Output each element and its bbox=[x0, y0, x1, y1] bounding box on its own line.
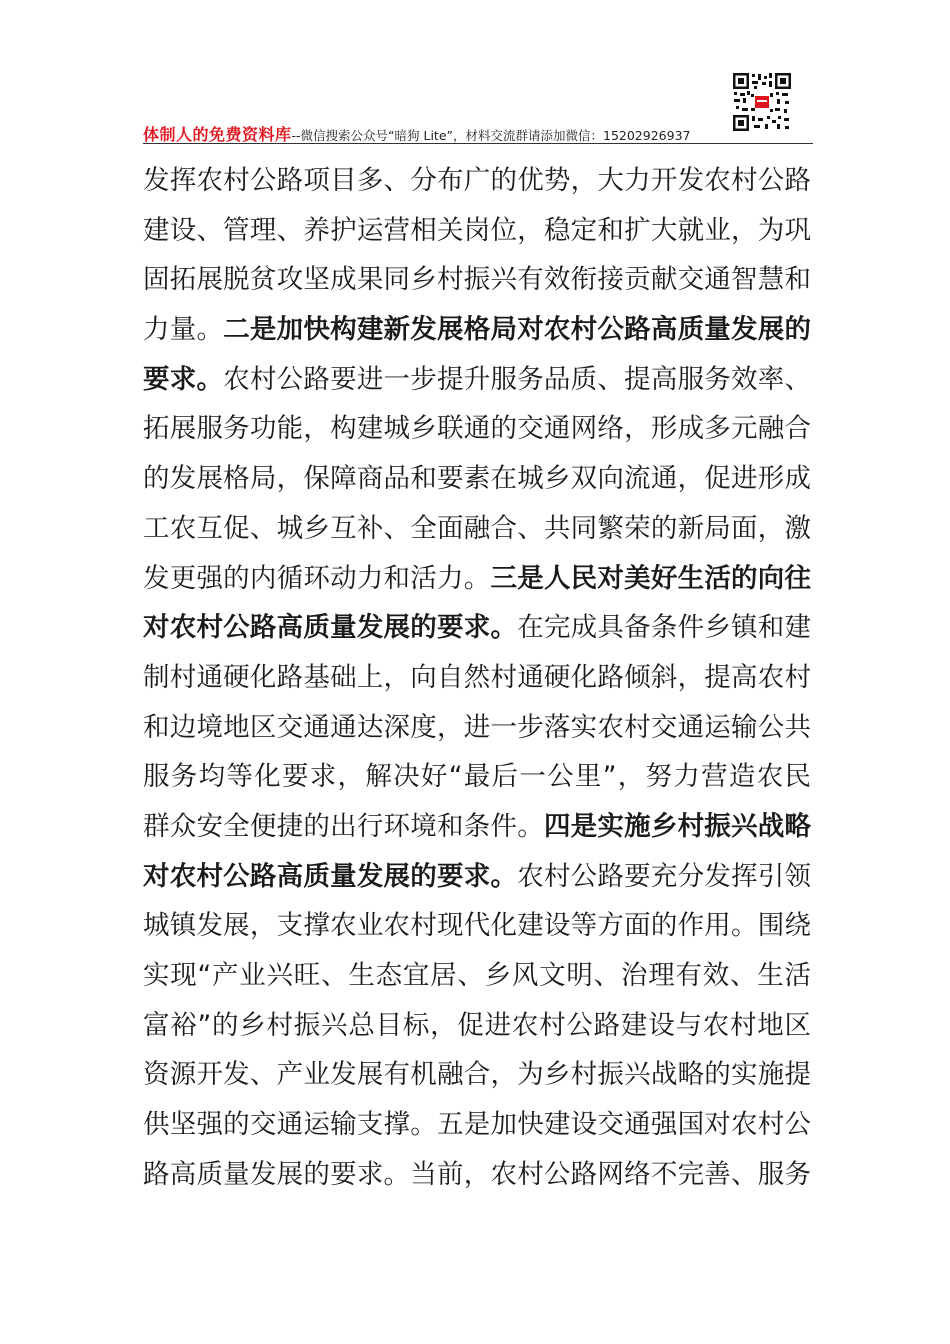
body-line bbox=[143, 1100, 811, 1150]
body-line bbox=[143, 355, 811, 405]
body-line bbox=[143, 156, 811, 206]
body-line bbox=[143, 653, 811, 703]
body-text-segment: 供坚强的交通运输支撑。五是加快建设交通强国对农村公 bbox=[143, 1109, 811, 1141]
body-text-segment: 服务均等化要求，解决好“最后一公里”，努力营造农民 bbox=[143, 761, 811, 793]
body-text-segment: 路高质量发展的要求。当前，农村公路网络不完善、服务 bbox=[143, 1158, 811, 1190]
body-line bbox=[143, 603, 811, 653]
body-text-segment: 城镇发展，支撑农业农村现代化建设等方面的作用。围绕 bbox=[143, 910, 811, 942]
body-line bbox=[143, 852, 811, 902]
body-line bbox=[143, 901, 811, 951]
bold-heading-text: 要求。 bbox=[143, 363, 224, 395]
body-text-segment: 资源开发、产业发展有机融合，为乡村振兴战略的实施提 bbox=[143, 1059, 811, 1091]
body-line bbox=[143, 1150, 811, 1200]
body-line bbox=[143, 554, 811, 604]
body-text-segment: 农村公路要充分发挥引领 bbox=[517, 860, 812, 892]
body-line bbox=[143, 206, 811, 256]
body-text-segment: 制村通硬化路基础上，向自然村通硬化路倾斜，提高农村 bbox=[143, 661, 811, 693]
body-text-segment: 固拓展脱贫攻坚成果同乡村振兴有效衔接贡献交通智慧和 bbox=[143, 264, 811, 296]
body-line bbox=[143, 752, 811, 802]
body-text-segment: 农村公路要进一步提升服务品质、提高服务效率、 bbox=[223, 363, 811, 395]
body-text-segment: 发更强的内循环动力和活力。 bbox=[143, 562, 491, 594]
body-line bbox=[143, 404, 811, 454]
header-brand: 体制人的免费资料库 bbox=[143, 125, 292, 144]
page-header bbox=[143, 120, 813, 150]
body-line bbox=[143, 454, 811, 504]
body-text-segment: 发挥农村公路项目多、分布广的优势，大力开发农村公路 bbox=[143, 165, 811, 196]
header-note: --微信搜索公众号“暗狗 Lite”，材料交流群请添加微信：15202926937 bbox=[291, 128, 691, 143]
bold-heading-text: 二是加快构建新发展格局对农村公路高质量发展的 bbox=[223, 314, 811, 346]
body-line bbox=[143, 951, 811, 1001]
bold-heading-text: 对农村公路高质量发展的要求。 bbox=[143, 612, 518, 644]
body-text-segment: 建设、管理、养护运营相关岗位，稳定和扩大就业，为巩 bbox=[143, 214, 811, 246]
bold-heading-text: 对农村公路高质量发展的要求。 bbox=[143, 860, 518, 892]
body-line bbox=[143, 802, 811, 852]
body-line bbox=[143, 504, 811, 554]
body-line bbox=[143, 703, 811, 753]
document-body bbox=[143, 156, 811, 1199]
bold-heading-text: 四是实施乡村振兴战略 bbox=[543, 810, 811, 842]
body-text-segment: 力量。 bbox=[143, 314, 224, 346]
body-text-segment: 在完成具备条件乡镇和建 bbox=[517, 612, 812, 644]
body-line bbox=[143, 255, 811, 305]
body-text-segment: 富裕”的乡村振兴总目标，促进农村公路建设与农村地区 bbox=[143, 1009, 811, 1041]
body-text-segment: 和边境地区交通通达深度，进一步落实农村交通运输公共 bbox=[143, 711, 811, 743]
body-text-segment: 群众安全便捷的出行环境和条件。 bbox=[143, 810, 544, 842]
body-text-segment: 实现“产业兴旺、生态宜居、乡风文明、治理有效、生活 bbox=[143, 960, 811, 991]
bold-heading-text: 三是人民对美好生活的向往 bbox=[490, 562, 812, 594]
body-text-segment: 工农互促、城乡互补、全面融合、共同繁荣的新局面，激 bbox=[143, 512, 811, 544]
body-line bbox=[143, 1001, 811, 1051]
body-line bbox=[143, 1050, 811, 1100]
body-line bbox=[143, 305, 811, 355]
body-text-segment: 拓展服务功能，构建城乡联通的交通网络，形成多元融合 bbox=[143, 413, 811, 445]
body-text-segment: 的发展格局，保障商品和要素在城乡双向流通，促进形成 bbox=[143, 463, 811, 495]
header-divider bbox=[143, 143, 813, 144]
